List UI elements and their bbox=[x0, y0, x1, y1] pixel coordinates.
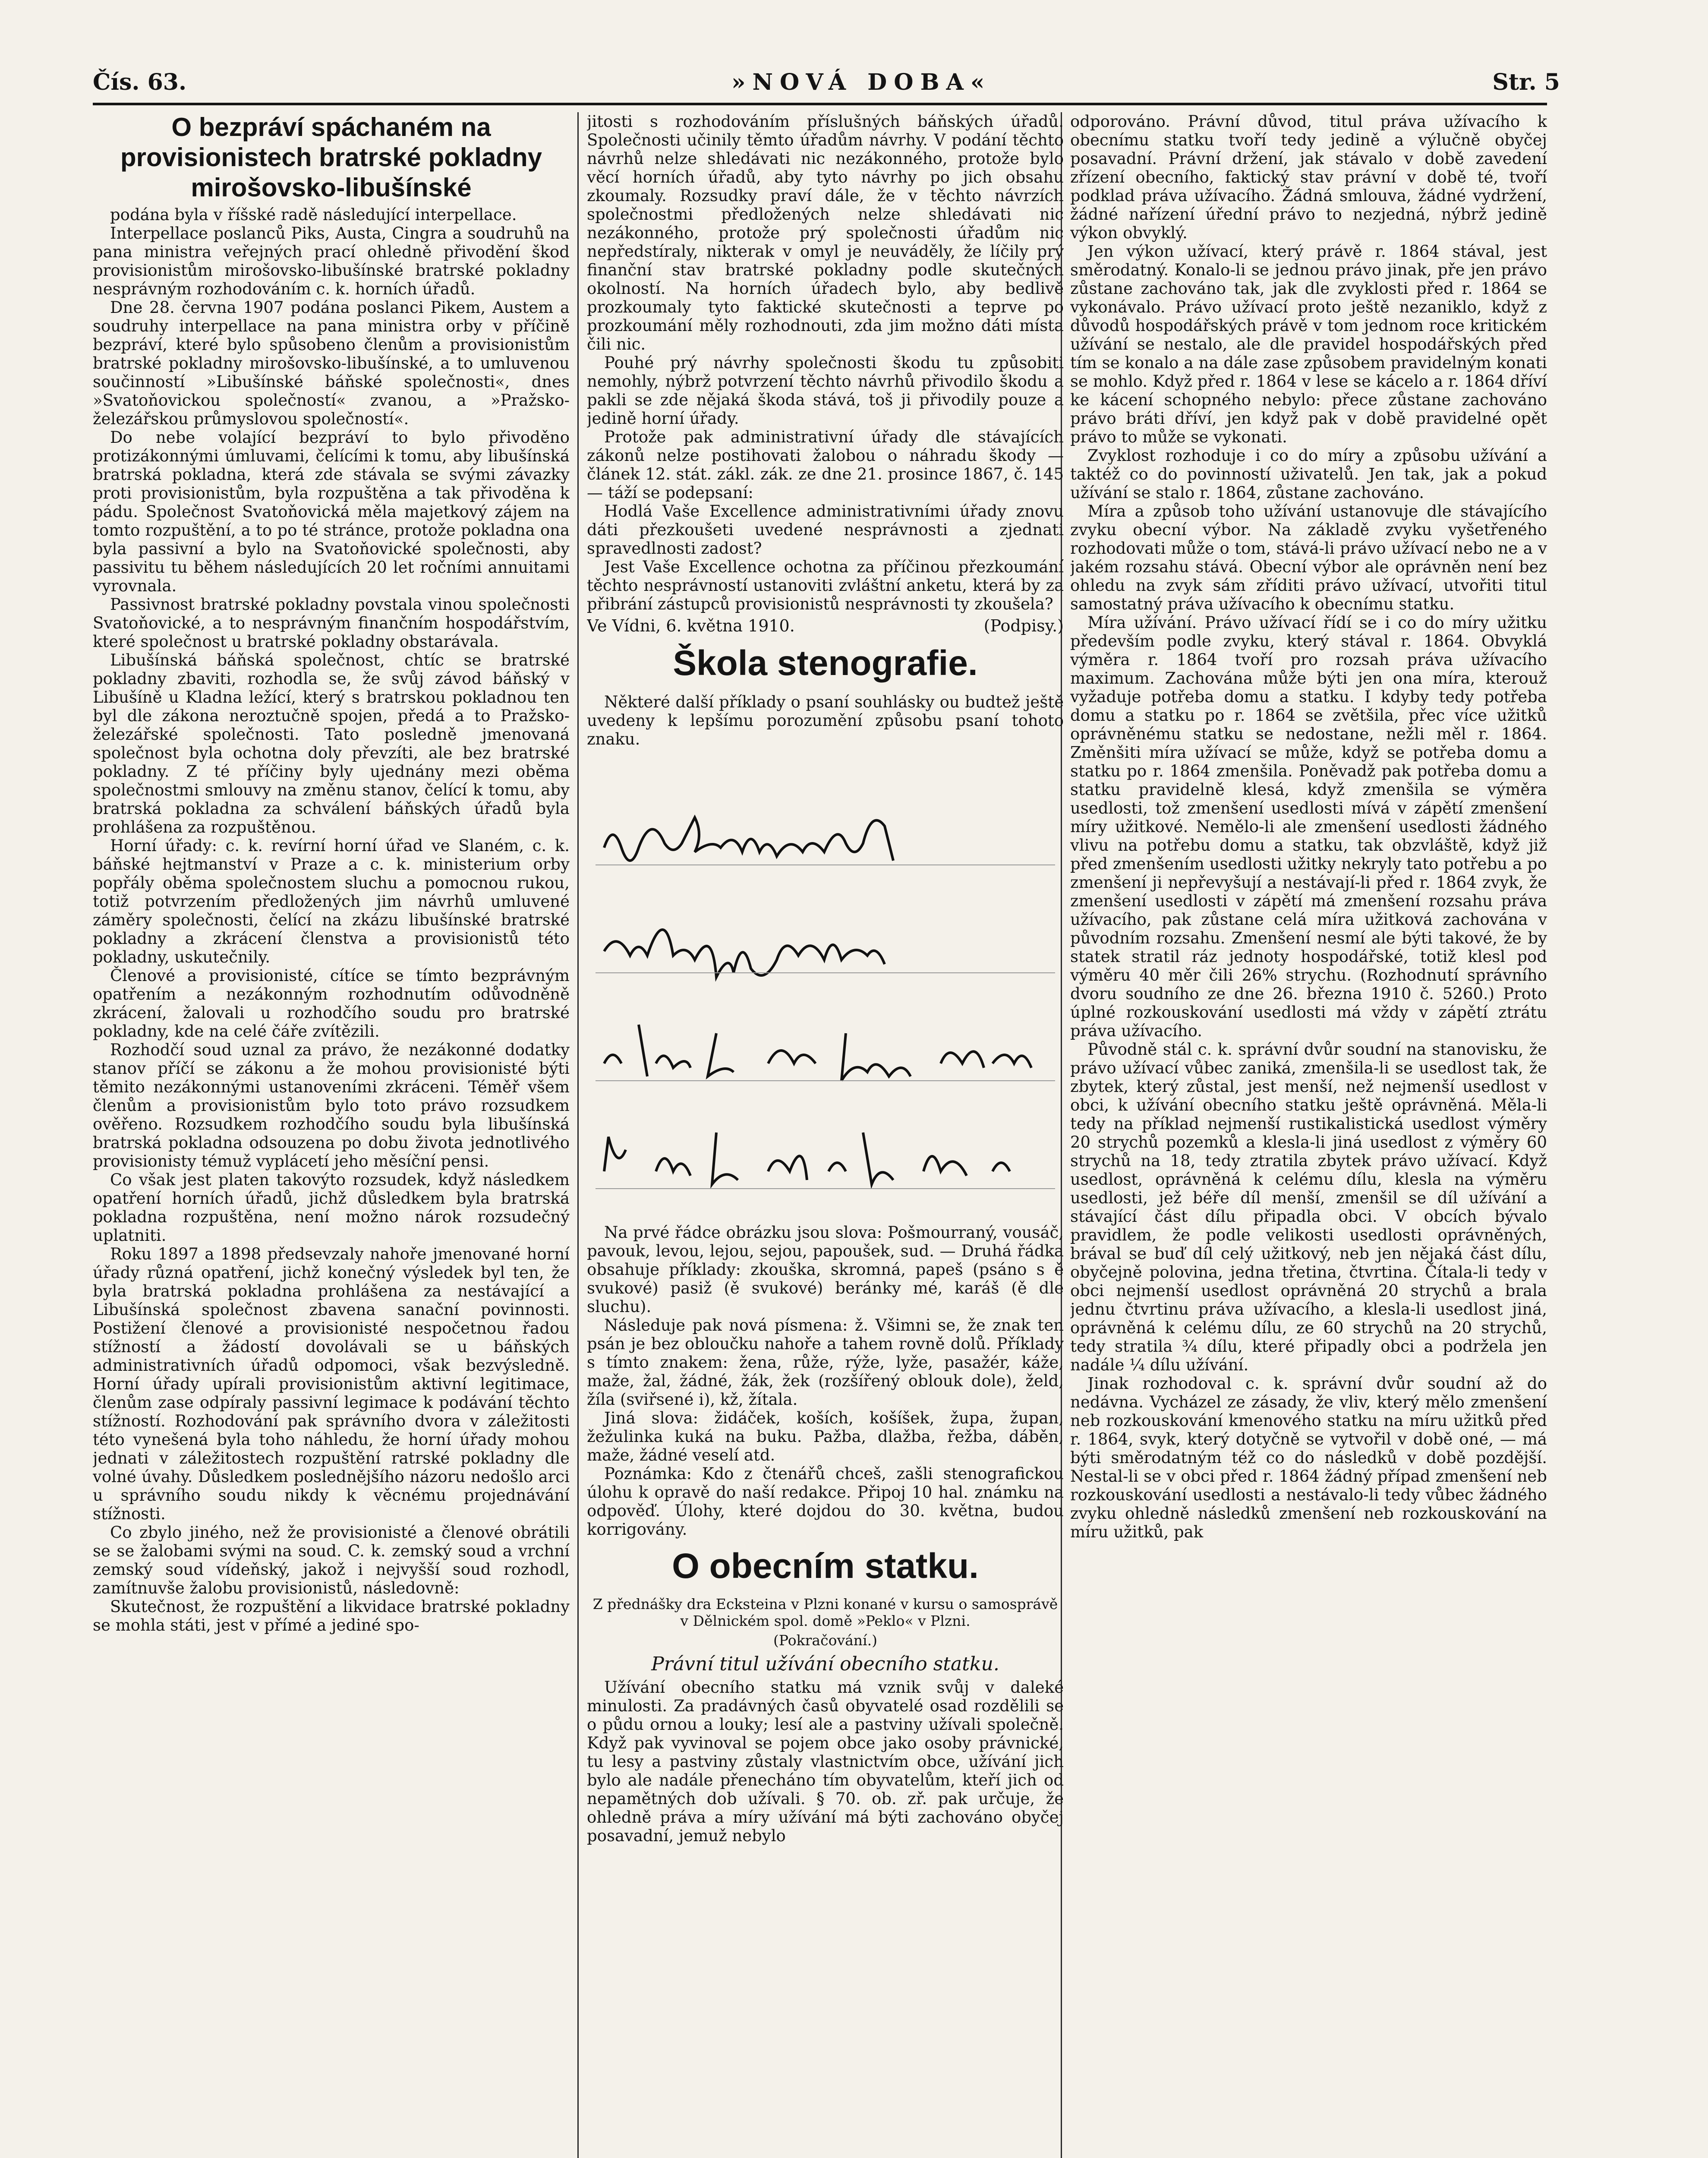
paragraph: Pouhé prý návrhy společnosti škodu tu způsobiti nemohly, nýbrž potvrzení těchto návrhů přivodilo škodu a pakli se zde nějaká škoda stává, toš ji přivodily pouze a jedině horní úřady. bbox=[587, 353, 1064, 428]
header-rule bbox=[93, 103, 1547, 105]
column-2 bbox=[587, 112, 1064, 2158]
paragraph: Na prvé řádce obrázku jsou slova: Pošmourraný, vousáč, pavouk, levou, lejou, sejou, papoušek, sud. — Druhá řádka obsahuje příklady: zkouška, skromná, papeš (psáno s ě svukové) pasiž (ě svukové) beránky mé, karáš (ě dle sluchu). bbox=[587, 1223, 1064, 1316]
paragraph: Některé další příklady o psaní souhlásky ou budtež ještě uvedeny k lepšímu porozumění způsobu psaní tohoto znaku. bbox=[587, 693, 1064, 748]
paragraph: Libušínská báňská společnost, chtíc se bratrské pokladny zbaviti, rozhodla se, že svůj závod báňský v Libušíně u Kladna ležící, který s bratrskou pokladnou ten byl dle zákona neroztučně spojen, předá a to Pražsko-železářské společnosti. Tato posledně jmenovaná společnost byla ochotna doly převzíti, ale bez bratrské pokladny. Z té příčiny byly ujednány mezi oběma společnostmi smlouvy na změnu stanov, čelící k tomu, aby bratrská pokladna za schválení báňských úřadů byla prohlášena za rozpuštěnou. bbox=[93, 651, 570, 836]
paragraph: Jinak rozhodoval c. k. správní dvůr soudní až do nedávna. Vycházel ze zásady, že vliv, který mělo zmenšení neb rozkouskování kmenového statku na míru užitků před r. 1864, svyk, který dotyčně se vytvořil v době oné, — má býti směrodatným též co do následků v době pozdější. Nestal-li se v obci před r. 1864 žádný případ zmenšení neb rozkouskování usedlosti a nestávalo-li tedy vůbec žádného zvyku ohledně následků zmenšení neb rozkouskování na míru užitků, pak bbox=[1070, 1374, 1547, 1541]
paragraph: Původně stál c. k. správní dvůr soudní na stanovisku, že právo užívací vůbec zaniká, zmenšila-li se usedlost tak, že zbytek, který zůstal, jest menší, než nejmenší usedlost v obci, k užívání obecního statku ještě oprávněná. Měla-li tedy na příklad nejmenší rustikalistická usedlost výměry 20 strychů pozemků a klesla-li jiná usedlost z výměry 60 strychů na 18, tedy ztratila zbytek právo užívací. Když usedlost, oprávněná k celému dílu, klesla na výměru usedlosti, jež béře díl menší, zmenšil se díl užívání a stávající část dílu připadla obci. V obcích bývalo pravidlem, že podle velikosti usedlosti oprávněných, brával se buď díl celý užitkový, neb jen nějaká část dílu, obyčejně polovina, jedna třetina, čtvrtina. Čítala-li tedy v obci nejmenší usedlost oprávněná 20 strychů a brala jednu čtvrtinu práva užívacího, a klesla-li usedlost jiná, oprávněná k celému dílu, ze 60 strychů na 20 strychů, tedy stratila ¾ dílu, které připadly obci a podržela jen nadále ¼ dílu užívání. bbox=[1070, 1040, 1547, 1374]
paragraph: jitosti s rozhodováním příslušných báňských úřadů. Společnosti učinily těmto úřadům návrhy. V podání těchto návrhů nelze shledávati nic nezákonného, protože bylo věcí horních úřadů, aby tyto návrhy po jich obsahu zkoumaly. Rozsudky praví dále, že v těchto návrzích společnostmi předložených nelze shledávati nic nezákonného, protože prý společnosti úřadům nic nepředstíraly, nikterak v omyl je neuváděly, že líčily prý finanční stav bratrské pokladny podle skutečných okolností. Na horních úřadech bylo, aby bedlivě prozkoumaly tyto faktické skutečnosti a teprve po prozkoumání měly rozhodnouti, zda jim možno dáti místa čili nic. bbox=[587, 112, 1064, 353]
steno-line-1 bbox=[587, 783, 1064, 882]
paragraph: odporováno. Právní důvod, titul práva užívacího k obecnímu statku tvoří tedy jedině a výlučně obyčej posavadní. Právní držení, jak stávalo v době zavedení zřízení obecního, faktický stav právní v době té, tvoří podklad práva užívacího. Žádná smlouva, žádné vydržení, žádné nařízení úřední právo to nezjedná, nýbrž jedině výkon obvyklý. bbox=[1070, 112, 1547, 242]
section-heading-common-property: O obecním statku. bbox=[672, 1546, 979, 1586]
steno-line-4 bbox=[587, 1107, 1064, 1206]
paragraph: Passivnost bratrské pokladny povstala vinou společnosti Svatoňovické, a to nesprávným finančním hospodářstvím, které společnost u bratrské pokladny obstarávala. bbox=[93, 595, 570, 651]
paragraph: Protože pak administrativní úřady dle stávajících zákonů nelze postihovati žalobou o náhradu škody — článek 12. stát. zákl. zák. ze dne 21. prosince 1867, č. 145 — táží se podepsaní: bbox=[587, 428, 1064, 502]
paragraph: Užívání obecního statku má vznik svůj v daleké minulosti. Za pradávných časů obyvatelé osad rozdělili se o půdu ornou a louky; lesí ale a pastviny užívali společně. Když pak vyvinoval se pojem obce jako osoby právnické, tu lesy a pastviny zůstaly vlastnictvím obce, užívání jich bylo ale nadále přenecháno tím obyvatelům, kteří jich od nepamětných dob užívali. § 70. ob. zř. pak určuje, že ohledně práva a míry užívání má býti zachováno obyčej posavadní, jemuž nebylo bbox=[587, 1678, 1064, 1845]
paragraph: Míra užívání. Právo užívací řídí se i co do míry užitku především podle zvyku, který stával r. 1864. Obvyklá výměra r. 1864 tvoří pro rozsah práva užívacího maximum. Zachována může býti jen ona míra, kterouž vyžaduje potřeba domu a statku. I kdyby tedy potřeba domu a statku po r. 1864 se zvětšila, přec více užitků oprávněnému statku se nedostane, nežli měl r. 1864. Změnšiti míra užívací se může, když se potřeba domu a statku po r. 1864 zmenšila. Poněvadž pak potřeba domu a statku pravidelně klesá, když zmenšila se výměra usedlosti, tož zmenšení usedlosti mívá v zápětí zmenšení míry užitkové. Nemělo-li ale zmenšení usedlosti žádného vlivu na potřebu domu a statku, tak obzvláště, když již před zmenšením usedlosti užitky nekryly tato potřebu a po zmenšení ji nepřevyšují a nestávají-li před r. 1864 zvyk, že zmenšení usedlosti v zápětí má zmenšení rozsahu práva užívacího, pak zůstane celá míra užitková zachována v původním rozsahu. Zmenšení nesmí ale býti takové, že by statek stratil ráz jednoty hospodářské, totiž klesl pod výměru 40 měr čili 26% strychu. (Rozhodnutí správního dvoru soudního ze dne 26. března 1910 č. 5260.) Proto úplné rozkouskování usedlosti má vždy v zápětí ztrátu práva užívacího. bbox=[1070, 613, 1547, 1040]
signature-line bbox=[587, 616, 1064, 636]
signature-place-date: Ve Vídni, 6. května 1910. bbox=[587, 616, 795, 635]
paragraph: Následuje pak nová písmena: ž. Všimni se, že znak ten psán je bez obloučku nahoře a tahem rovně dolů. Příklady s tímto znakem: žena, růže, rýže, lyže, pasažér, káže, maže, žal, žádné, žák, žek (rozšířený oblouk dole), želd, žíla (sviřsené i), kž, žítala. bbox=[587, 1316, 1064, 1409]
continuation-note: (Pokračování.) bbox=[773, 1632, 877, 1649]
subheading: Právní titul užívání obecního statku. bbox=[651, 1653, 999, 1675]
signature-signed: (Podpisy.) bbox=[983, 616, 1064, 635]
steno-line-2 bbox=[587, 891, 1064, 990]
column-divider bbox=[577, 112, 579, 2158]
paragraph: Míra a způsob toho užívání ustanovuje dle stávajícího zvyku obecní výbor. Na základě zvyku vyšetřeného rozhodovati může o tom, stává-li právo užívací nebo ne a v jakém rozsahu stává. Obecní výbor ale oprávněn není bez ohledu na zvyk sám zříditi právo užívací, utvořiti titul samostatný práva užívacího k obecnímu statku. bbox=[1070, 502, 1547, 613]
newspaper-title: »NOVÁ DOBA« bbox=[731, 69, 992, 95]
steno-line-3 bbox=[587, 999, 1064, 1098]
paragraph: Jiná slova: židáček, koších, košíšek, župa, župan, žežulinka kuká na buku. Pažba, dlažba, řežba, dáběn, maže, žádné veselí atd. bbox=[587, 1409, 1064, 1464]
lecture-note: Z přednášky dra Ecksteina v Plzni konané v kursu o samosprávě v Dělnickém spol. domě »Peklo« v Plzni. bbox=[592, 1596, 1058, 1629]
paragraph: Interpellace poslanců Piks, Austa, Cingra a soudruhů na pana ministra veřejných prací ohledně přivodění škod provisionistům mirošovsko-libušínské bratrské pokladny nesprávným rozhodováním c. k. horních úřadů. bbox=[93, 224, 570, 298]
page-number: Str. 5 bbox=[1492, 69, 1560, 95]
column-3 bbox=[1070, 112, 1547, 2158]
paragraph: Co zbylo jiného, než že provisionisté a členové obrátili se se žalobami svými na soud. C. k. zemský soud a vrchní zemský soud vídeňský, jakož i nejvyšší soud rozhodl, zamítnuvše žalobu provisionistů, následovně: bbox=[93, 1523, 570, 1597]
page-header bbox=[93, 69, 1560, 99]
issue-number: Čís. 63. bbox=[93, 69, 187, 95]
article-heading: O bezpráví spáchaném na provisionistech bratrské pokladny mirošovsko-libušínské bbox=[120, 113, 542, 202]
section-heading-stenography: Škola stenografie. bbox=[673, 644, 978, 683]
paragraph: Horní úřady: c. k. revírní horní úřad ve Slaném, c. k. báňské hejtmanství v Praze a c. k. ministerium orby popřály oběma společnostem sluchu a pomocnou rukou, totiž potvrzením předložených jim návrhů umluvené záměry společnosti, čelící na zkázu libušínské bratrské pokladny a zkrácení členstva a provisionistů této pokladny, uskutečnily. bbox=[93, 836, 570, 966]
paragraph: Členové a provisionisté, cítíce se tímto bezprávným opatřením a nezákonným rozhodnutím odůvodněně zkrácení, žalovali u rozhodčího soudu pro bratrské pokladny, kde na celé čáře zvítězili. bbox=[93, 966, 570, 1041]
paragraph: Co však jest platen takovýto rozsudek, když následkem opatření horních úřadů, jichž důsledkem byla bratrská pokladna rozpuštěna, není možno nárok rozsudečný uplatniti. bbox=[93, 1170, 570, 1245]
paragraph: Roku 1897 a 1898 předsevzaly nahoře jmenované horní úřady různá opatření, jichž konečný výsledek byl ten, že byla bratrská pokladna prohlášena za nestávající a Libušínská společnost zbavena sanační povinnosti. Postižení členové a provisionisté nespočetnou řadou stížností a žádostí dovolávali se u báňských administrativních úřadů odpomoci, však bezvýsledně. Horní úřady upírali provisionistům aktivní legitimace, členům zase odpíraly passivní legimace k podávání těchto stížností. Rozhodování pak správního dvora v záležitosti této vynešená byla toho náhledu, že horní úřady mohou jednati v záležitostech rozpuštění ratrské pokladny dle volné úvahy. Důsledkem poslednějšího názoru nedošlo arci u správního soudu nikdy k věcnému projednávání stížnosti. bbox=[93, 1245, 570, 1523]
paragraph: Poznámka: Kdo z čtenářů chceš, zašli stenografickou úlohu k opravě do naší redakce. Připoj 10 hal. známku na odpověď. Úlohy, které dojdou do 30. května, budou korrigovány. bbox=[587, 1464, 1064, 1539]
paragraph: Rozhodčí soud uznal za právo, že nezákonné dodatky stanov příčí se zákonu a že mohou provisionisté býti těmito nezákonnými ustanoveními zkráceni. Téměř všem členům a provisionistům bylo toto právo rozsudkem ověřeno. Rozsudkem rozhodčího soudu byla libušínská bratrská pokladna odsouzena po dobu života jednotlivého provisionisty témuž vyplácetí jeho měsíční pensi. bbox=[93, 1041, 570, 1170]
paragraph: Hodlá Vaše Excellence administrativními úřady znovu dáti přezkoušeti uvedené nesprávnosti a zjednati spravedlnosti zadost? bbox=[587, 502, 1064, 558]
stenography-figure bbox=[587, 783, 1064, 1206]
paragraph: podána byla v říšské radě následující interpellace. bbox=[110, 205, 517, 224]
paragraph: Jen výkon užívací, který právě r. 1864 stával, jest směrodatný. Konalo-li se jednou právo jinak, pře jen právo zůstane zachováno tak, jak dle zvyklosti před r. 1864 se vykonávalo. Právo užívací proto ještě nezaniklo, když z důvodů hospodářských právě v tom jednom roce kritickém užívání se nestalo, ale dle pravidel hospodářských před tím se konalo a na dále zase způsobem pravidelným konati se mohlo. Když před r. 1864 v lese se kácelo a r. 1864 dříví ke kácení schopného nebylo: přece zůstane zachováno právo bráti dříví, jen když pak v době pravidelné opět právo to může se vykonati. bbox=[1070, 242, 1547, 446]
paragraph: Dne 28. června 1907 podána poslanci Pikem, Austem a soudruhy interpellace na pana ministra orby v příčině bezpráví, které bylo spůsobeno členům a provisionistům bratrské pokladny mirošovsko-libušínské, a to umluvenou součinností »Libušínské báňské společnosti«, dnes »Svatoňovickou společností« zvanou, a »Pražsko-železářskou průmyslovou společností«. bbox=[93, 298, 570, 428]
column-1 bbox=[93, 112, 570, 2158]
paragraph: Skutečnost, že rozpuštění a likvidace bratrské pokladny se mohla státi, jest v přímé a jediné spo- bbox=[93, 1597, 570, 1634]
paragraph: Do nebe volající bezpráví to bylo přivoděno protizákonnými úmluvami, čelícími k tomu, aby libušínská bratrská pokladna, která zde stávala se svými závazky proti provisionistům, byla rozpuštěna a tak přivoděna k pádu. Společnost Svatoňovická měla majetkový zájem na tomto rozpuštění, a to po té stránce, protože pokladna ona byla passivní a bylo na Svatoňovické společnosti, aby passivitu tu během následujících 20 let ročními annuitami vyrovnala. bbox=[93, 428, 570, 595]
paragraph: Zvyklost rozhoduje i co do míry a způsobu užívání a taktéž co do povinností uživatelů. Jen tak, jak a pokud užívání se stalo r. 1864, zůstane zachováno. bbox=[1070, 446, 1547, 502]
paragraph: Jest Vaše Excellence ochotna za příčinou přezkoumání těchto nesprávností ustanoviti zvláštní anketu, která by za přibrání zástupců provisionistů nesprávnosti ty zkoušela? bbox=[587, 558, 1064, 613]
